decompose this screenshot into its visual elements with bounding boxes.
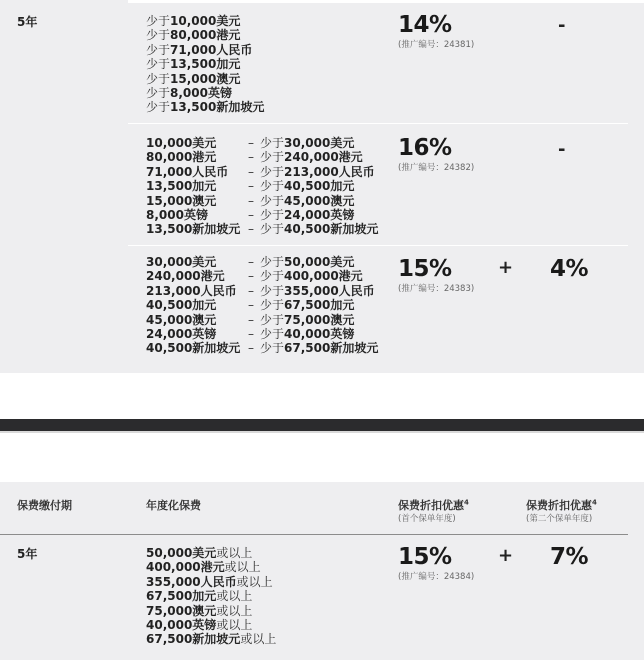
column-subheader-first-year: (首个保单年度): [398, 514, 456, 524]
list-item: 45,000澳元 – 少于75,000澳元: [146, 312, 355, 327]
tier-2-premium-range-list: [146, 136, 378, 237]
discount-percent-first-year: 16%: [398, 135, 452, 161]
list-item: 13,500新加坡元 – 少于40,500新加坡元: [146, 222, 379, 237]
list-item: 少于 10,000美元: [146, 14, 241, 28]
tier-2-discount: [398, 136, 474, 173]
list-item: 240,000港元 – 少于400,000港元: [146, 269, 363, 284]
list-item: 少于 80,000港元: [146, 28, 241, 43]
list-item: 少于 13,500加元: [146, 57, 241, 72]
list-item: 75,000澳元 或以上: [146, 603, 253, 618]
premium-threshold-list: [146, 546, 276, 647]
discount-second-year-none: -: [558, 139, 566, 160]
list-item: 40,500加元 – 少于67,500加元: [146, 298, 355, 313]
discount-percent-first-year: 14%: [398, 12, 452, 38]
promo-code: (推广编号：24384): [398, 572, 475, 582]
discount-percent-second-year: 7%: [550, 544, 589, 570]
list-item: 355,000人民币 或以上: [146, 574, 273, 589]
tier-1-premium-list: [146, 14, 264, 115]
tier-3-premium-range-list: [146, 255, 378, 356]
column-header-discount-second-year: 保费折扣优惠$^4$: [526, 498, 597, 512]
tier-divider: [128, 245, 628, 246]
list-item: 少于 8,000英镑: [146, 86, 232, 101]
tier-1-discount: [398, 13, 474, 50]
list-item: 30,000美元 – 少于50,000美元: [146, 255, 355, 269]
plus-sign: +: [498, 545, 514, 566]
column-header-payment-term: 保费缴付期: [17, 499, 72, 512]
list-item: 67,500新加坡元 或以上: [146, 632, 277, 647]
list-item: 8,000英镑 – 少于24,000英镑: [146, 208, 355, 223]
payment-term-label: 5年: [17, 547, 38, 561]
list-item: 少于 71,000人民币: [146, 42, 253, 57]
column-subheader-second-year: (第二个保单年度): [526, 514, 593, 524]
list-item: 40,000英镑 或以上: [146, 618, 253, 633]
list-item: 213,000人民币 – 少于355,000人民币: [146, 283, 375, 298]
discount-percent-first-year: 15%: [398, 544, 452, 570]
list-item: 67,500加元 或以上: [146, 589, 253, 604]
list-item: 40,500新加坡元 – 少于67,500新加坡元: [146, 341, 379, 356]
header-divider: [0, 534, 628, 535]
column-header-annual-premium: 年度化保费: [146, 499, 201, 512]
list-item: 24,000英镑 – 少于40,000英镑: [146, 327, 355, 342]
promo-code: (推广编号：24382): [398, 163, 475, 173]
tier-3-discount: [398, 257, 474, 294]
section-2-discount: [398, 545, 474, 582]
tier-divider: [128, 123, 628, 124]
list-item: 少于 13,500新加坡元: [146, 100, 265, 115]
promo-code: (推广编号：24381): [398, 40, 475, 50]
list-item: 少于 15,000澳元: [146, 71, 241, 86]
discount-second-year-none: -: [558, 15, 566, 36]
list-item: 80,000港元 – 少于240,000港元: [146, 150, 363, 165]
payment-term-label: 5年: [17, 15, 38, 29]
section-divider-shadow: [0, 431, 644, 433]
list-item: 400,000港元 或以上: [146, 560, 261, 575]
table-top-divider: [128, 0, 644, 3]
list-item: 10,000美元 – 少于30,000美元: [146, 136, 355, 150]
column-header-discount-first-year: 保费折扣优惠$^4$: [398, 498, 469, 512]
list-item: 50,000美元 或以上: [146, 546, 253, 560]
list-item: 71,000人民币 – 少于213,000人民币: [146, 164, 375, 179]
promo-code: (推广编号：24383): [398, 284, 475, 294]
plus-sign: +: [498, 257, 514, 278]
list-item: 13,500加元 – 少于40,500加元: [146, 179, 355, 194]
section-divider-bar: [0, 419, 644, 431]
discount-percent-second-year: 4%: [550, 256, 589, 282]
list-item: 15,000澳元 – 少于45,000澳元: [146, 193, 355, 208]
discount-percent-first-year: 15%: [398, 256, 452, 282]
